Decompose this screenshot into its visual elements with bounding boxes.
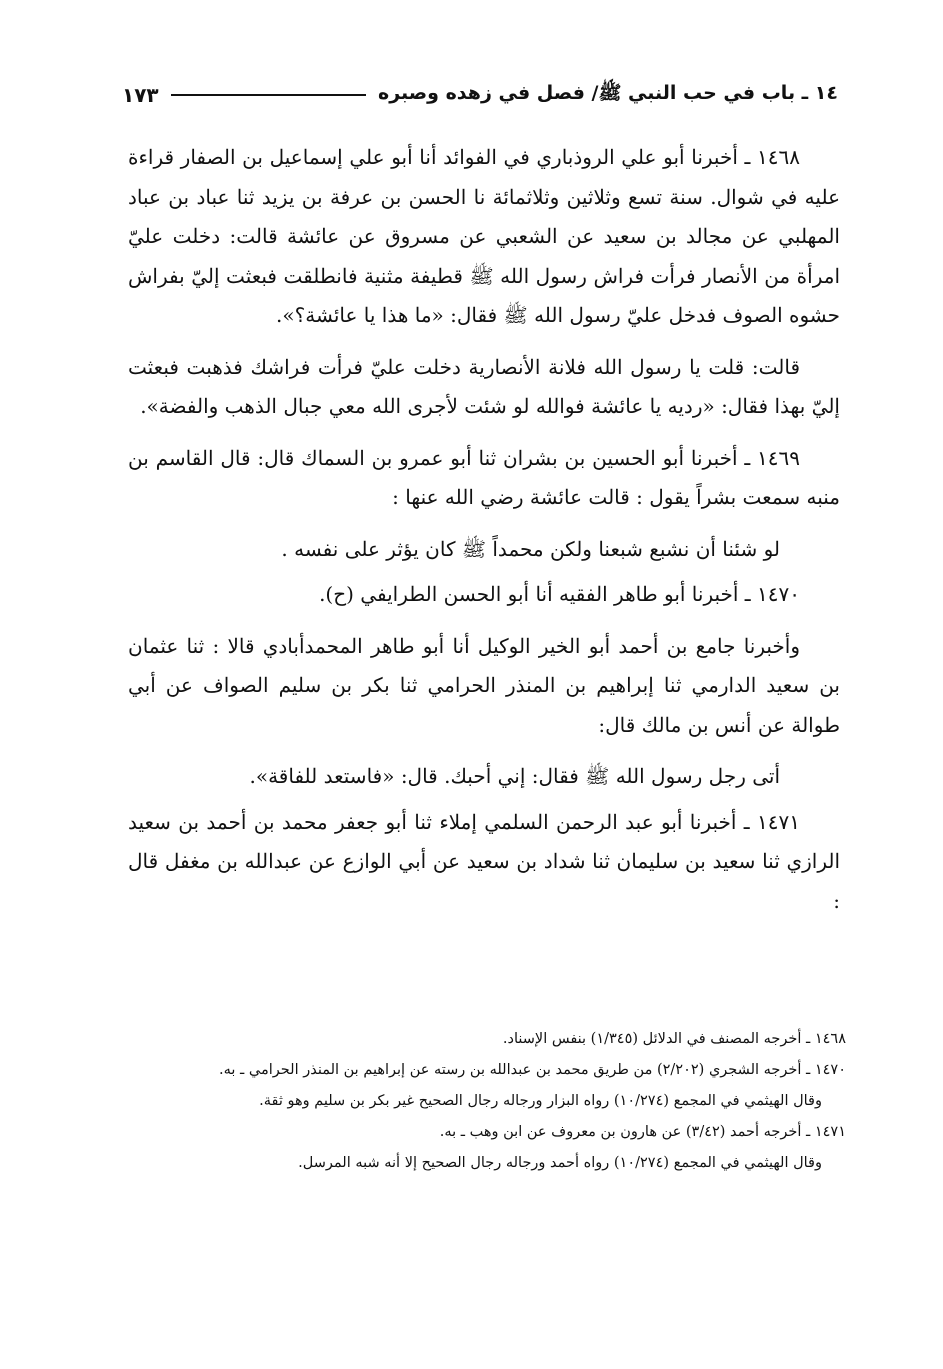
footnotes	[128, 1025, 846, 1180]
hadith-1470-matn: أتى رجل رسول الله ﷺ فقال: إني أحبك. قال: «فاستعد للفاقة».	[249, 764, 780, 788]
hadith-1469-matn: لو شئنا أن نشبع شبعنا ولكن محمداً ﷺ كان يؤثر على نفسه .	[281, 536, 780, 561]
main-text	[128, 138, 840, 933]
hadith-1471: ١٤٧١ ـ أخبرنا أبو عبد الرحمن السلمي إملاء ثنا أبو جعفر محمد بن أحمد بن سعيد الرازي ثنا سعيد بن سليمان ثنا شداد بن سعيد عن أبي الوازع عن عبدالله بن مغفل قال :	[128, 809, 840, 913]
footnote-1470: ١٤٧٠ ـ أخرجه الشجري (٢/٢٠٢) من طريق محمد بن عبدالله بن رسته عن إبراهيم بن المنذر الحرامي ـ به.	[219, 1062, 846, 1078]
hadith-1468: ١٤٦٨ ـ أخبرنا أبو علي الروذباري في الفوائد أنا أبو علي إسماعيل بن الصفار قراءة عليه في شوال. سنة تسع وثلاثين وثلاثمائة نا الحسن بن عرفة بن يزيد ثنا عباد بن عباد المهلبي عن مجالد بن سعيد عن الشعبي عن مسروق عن عائشة قالت: دخلت عليّ امرأة من الأنصار فرأت فراش رسول الله ﷺ قطيفة مثنية فانطلقت فبعثت إليّ بفراش حشوه الصوف فدخل عليّ رسول الله ﷺ فقال: «ما هذا يا عائشة؟».	[128, 145, 841, 327]
running-header	[122, 78, 838, 112]
footnote-1471: ١٤٧١ ـ أخرجه أحمد (٣/٤٢) عن هارون بن معروف عن ابن وهب ـ به.	[439, 1124, 846, 1140]
header-rule	[171, 94, 366, 96]
page-number: ١٧٣	[122, 83, 159, 107]
footnote-1471-haythami: وقال الهيثمي في المجمع (١٠/٢٧٤) رواه أحمد ورجاله رجال الصحيح إلا أنه شبه المرسل.	[298, 1155, 822, 1171]
hadith-1468-continuation: قالت: قلت يا رسول الله فلانة الأنصارية دخلت عليّ فرأت فراشك فذهبت فبعثت إليّ بهذا فقال: «رديه يا عائشة فوالله لو شئت لأجرى الله معي جبال الذهب والفضة».	[128, 354, 840, 418]
hadith-1470: ١٤٧٠ ـ أخبرنا أبو طاهر الفقيه أنا أبو الحسن الطرايفي (ح).	[319, 582, 800, 606]
hadith-1469: ١٤٦٩ ـ أخبرنا أبو الحسين بن بشران ثنا أبو عمرو بن السماك قال: قال القاسم بن منبه سمعت بشراً يقول : قالت عائشة رضي الله عنها :	[128, 445, 840, 509]
hadith-1470-isnad: وأخبرنا جامع بن أحمد أبو الخير الوكيل أنا أبو طاهر المحمدأبادي قالا : ثنا عثمان بن سعيد الدارمي ثنا إبراهيم بن المنذر الحرامي ثنا بكر بن سليم الصواف عن أبي طوالة عن أنس بن مالك قال:	[128, 633, 840, 737]
footnote-1470-haythami: وقال الهيثمي في المجمع (١٠/٢٧٤) رواه البزار ورجاله رجال الصحيح غير بكر بن سليم وهو ثقة.	[259, 1093, 822, 1109]
chapter-title: ١٤ ـ باب في حب النبي ﷺ/ فصل في زهده وصبره	[378, 82, 838, 104]
footnote-1468: ١٤٦٨ ـ أخرجه المصنف في الدلائل (١/٣٤٥) بنفس الإسناد.	[502, 1031, 846, 1047]
